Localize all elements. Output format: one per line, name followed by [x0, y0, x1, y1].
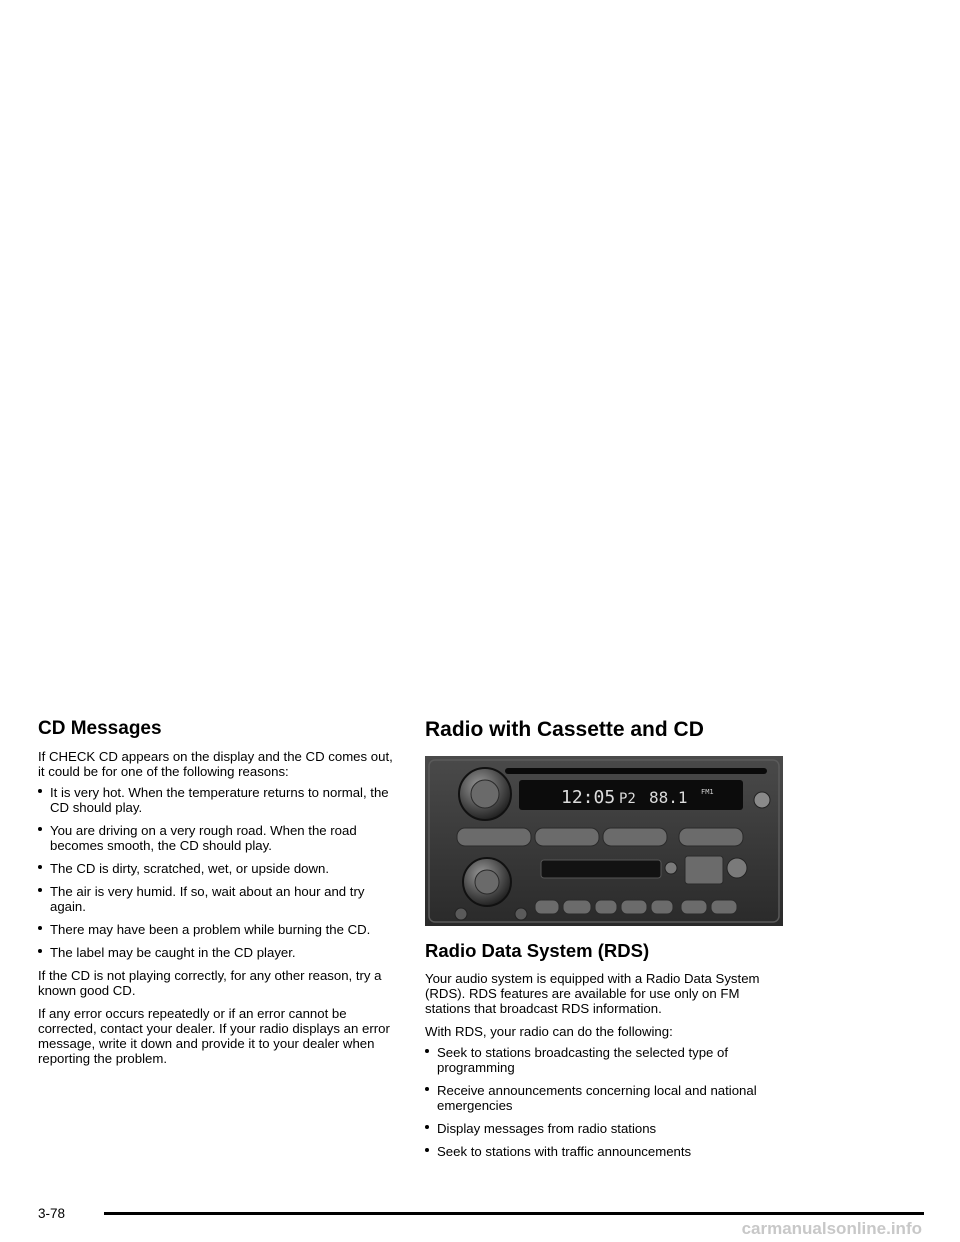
radio-faceplate-image	[425, 756, 783, 926]
rds-features-list	[425, 1045, 783, 1159]
reasons-list	[38, 785, 396, 960]
footer-rule	[104, 1212, 924, 1215]
cd-messages-column	[38, 718, 396, 1066]
eject-icon	[754, 792, 770, 808]
list-item: The air is very humid. If so, wait about an hour and try again.	[38, 884, 396, 914]
list-item: You are driving on a very rough road. When the road becomes smooth, the CD should play.	[38, 823, 396, 853]
page-number: 3-78	[38, 1206, 66, 1221]
list-item: There may have been a problem while burning the CD.	[38, 922, 396, 937]
list-item: Seek to stations broadcasting the selected type of programming	[425, 1045, 783, 1075]
radio-clock: 12:05	[561, 787, 616, 808]
watermark: carmanualsonline.info	[741, 1219, 922, 1238]
radio-band: FM1	[701, 788, 714, 796]
list-item: It is very hot. When the temperature returns to normal, the CD should play.	[38, 785, 396, 815]
list-item: The CD is dirty, scratched, wet, or upside down.	[38, 861, 396, 876]
radio-frequency: 88.1	[649, 788, 688, 807]
section-heading: CD Messages	[38, 718, 162, 739]
subsection-heading: Radio Data System (RDS)	[425, 940, 650, 961]
radio-preset: P2	[619, 791, 636, 807]
radio-column	[425, 718, 783, 1167]
list-item: Seek to stations with traffic announcements	[425, 1144, 783, 1159]
list-item: Receive announcements concerning local and national emergencies	[425, 1083, 783, 1113]
paragraph: If any error occurs repeatedly or if an error cannot be corrected, contact your dealer. If your radio displays an error message, write it down and provide it to your dealer when reporting the problem.	[38, 1006, 390, 1066]
list-item: Display messages from radio stations	[425, 1121, 783, 1136]
intro-paragraph: If CHECK CD appears on the display and the CD comes out, it could be for one of the following reasons:	[38, 749, 393, 779]
paragraph: With RDS, your radio can do the following:	[425, 1024, 673, 1039]
paragraph: If the CD is not playing correctly, for any other reason, try a known good CD.	[38, 968, 382, 998]
paragraph: Your audio system is equipped with a Radio Data System (RDS). RDS features are available for use only on FM stations that broadcast RDS information.	[425, 971, 760, 1016]
section-heading: Radio with Cassette and CD	[425, 718, 704, 741]
list-item: The label may be caught in the CD player.	[38, 945, 396, 960]
